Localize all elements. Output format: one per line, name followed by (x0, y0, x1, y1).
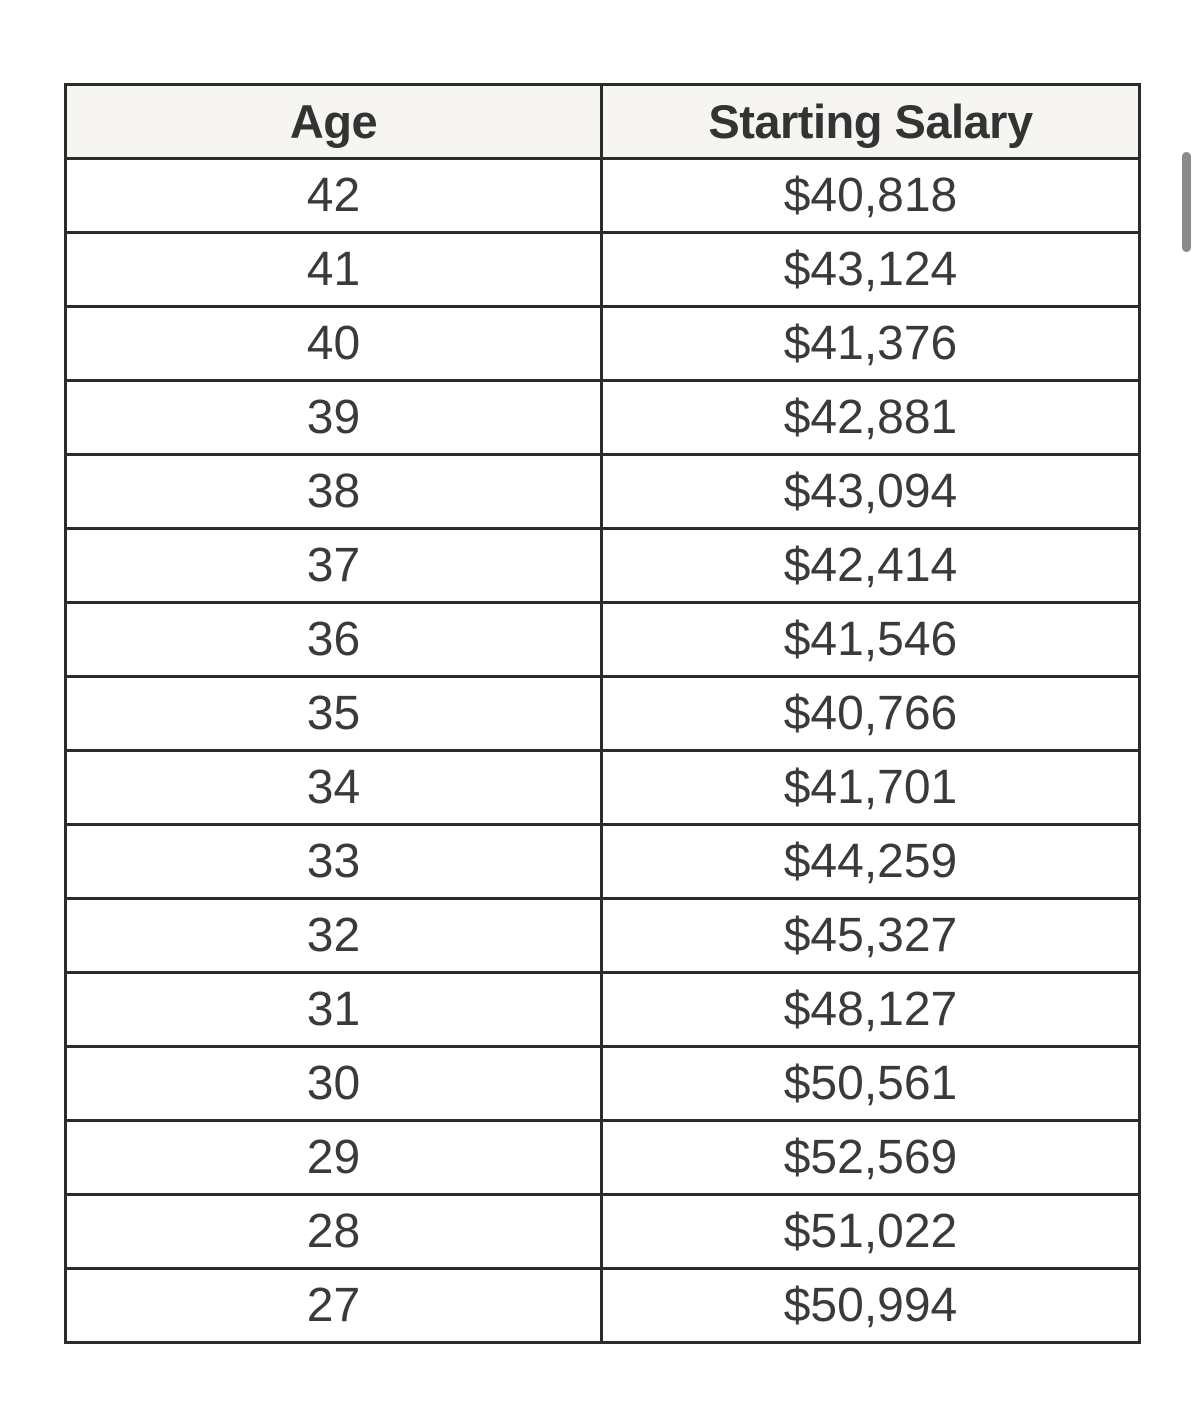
header-starting-salary: Starting Salary (602, 85, 1140, 159)
salary-table (64, 83, 1141, 1344)
age-cell: 30 (66, 1047, 602, 1121)
age-cell: 34 (66, 751, 602, 825)
age-cell: 35 (66, 677, 602, 751)
salary-cell: $41,546 (602, 603, 1140, 677)
table-row (66, 677, 1140, 751)
table-row (66, 1121, 1140, 1195)
salary-cell: $48,127 (602, 973, 1140, 1047)
header-age: Age (66, 85, 602, 159)
table-row (66, 529, 1140, 603)
table-row (66, 233, 1140, 307)
salary-cell: $43,124 (602, 233, 1140, 307)
table-header (66, 85, 1140, 159)
salary-cell: $41,701 (602, 751, 1140, 825)
table-body (66, 159, 1140, 1343)
salary-cell: $51,022 (602, 1195, 1140, 1269)
salary-cell: $40,766 (602, 677, 1140, 751)
age-cell: 42 (66, 159, 602, 233)
age-cell: 32 (66, 899, 602, 973)
salary-cell: $42,881 (602, 381, 1140, 455)
table-row (66, 381, 1140, 455)
salary-cell: $50,561 (602, 1047, 1140, 1121)
age-cell: 36 (66, 603, 602, 677)
table-row (66, 973, 1140, 1047)
header-row (66, 85, 1140, 159)
table-row (66, 825, 1140, 899)
salary-cell: $43,094 (602, 455, 1140, 529)
age-cell: 40 (66, 307, 602, 381)
scrollbar-thumb[interactable] (1182, 152, 1191, 252)
age-cell: 37 (66, 529, 602, 603)
table-row (66, 455, 1140, 529)
salary-cell: $41,376 (602, 307, 1140, 381)
age-cell: 28 (66, 1195, 602, 1269)
table-row (66, 751, 1140, 825)
age-cell: 29 (66, 1121, 602, 1195)
salary-cell: $42,414 (602, 529, 1140, 603)
salary-cell: $44,259 (602, 825, 1140, 899)
table-row (66, 899, 1140, 973)
age-cell: 41 (66, 233, 602, 307)
table-row (66, 603, 1140, 677)
age-cell: 33 (66, 825, 602, 899)
salary-cell: $40,818 (602, 159, 1140, 233)
salary-cell: $45,327 (602, 899, 1140, 973)
age-cell: 27 (66, 1269, 602, 1343)
age-cell: 39 (66, 381, 602, 455)
table-row (66, 307, 1140, 381)
table-row (66, 1269, 1140, 1343)
table-row (66, 159, 1140, 233)
salary-cell: $52,569 (602, 1121, 1140, 1195)
table-row (66, 1195, 1140, 1269)
age-cell: 31 (66, 973, 602, 1047)
age-cell: 38 (66, 455, 602, 529)
table-row (66, 1047, 1140, 1121)
salary-cell: $50,994 (602, 1269, 1140, 1343)
